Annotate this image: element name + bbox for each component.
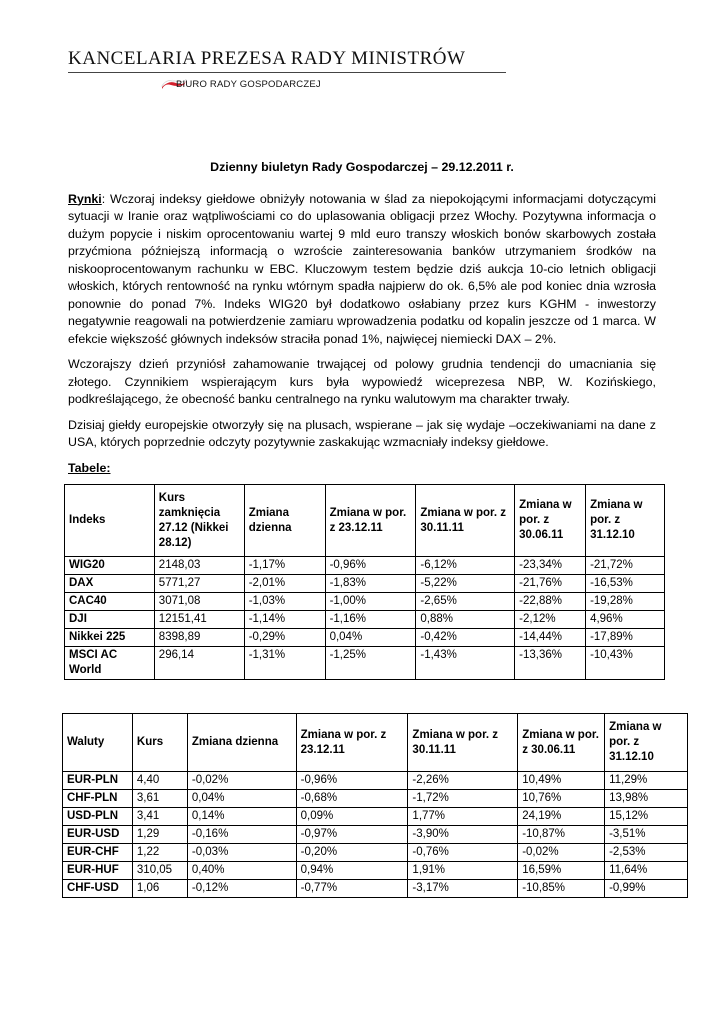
table-cell: -23,34%: [515, 557, 586, 575]
table-cell: -22,88%: [515, 593, 586, 611]
table-cell: -0,16%: [187, 826, 296, 844]
table-cell: 5771,27: [154, 575, 244, 593]
table-cell: -16,53%: [586, 575, 665, 593]
tables-label: Tabele:: [68, 460, 111, 475]
table-header-row: [65, 485, 665, 557]
table-cell: -1,16%: [325, 611, 416, 629]
table-cell: 8398,89: [154, 629, 244, 647]
table-cell: 3,61: [132, 790, 187, 808]
table-cell: -1,43%: [416, 647, 515, 680]
table-row: [65, 647, 665, 680]
table-row: [65, 611, 665, 629]
table-cell: -3,51%: [605, 826, 688, 844]
column-header: Waluty: [63, 714, 133, 772]
table-row: [65, 593, 665, 611]
table-cell: -3,90%: [408, 826, 518, 844]
table-header-row: [63, 714, 688, 772]
table-cell: -0,68%: [296, 790, 408, 808]
table-cell: 0,40%: [187, 862, 296, 880]
table-cell: -5,22%: [416, 575, 515, 593]
table-cell: -0,96%: [325, 557, 416, 575]
bulletin-body: [68, 155, 656, 487]
table-cell: -17,89%: [586, 629, 665, 647]
letterhead: [68, 48, 508, 90]
table-cell: -1,00%: [325, 593, 416, 611]
table-cell: -0,96%: [296, 772, 408, 790]
row-label: EUR-USD: [63, 826, 133, 844]
row-label: Nikkei 225: [65, 629, 155, 647]
table-cell: -21,76%: [515, 575, 586, 593]
table-cell: 4,96%: [586, 611, 665, 629]
table-row: [65, 557, 665, 575]
table-row: [65, 629, 665, 647]
paragraph-markets: [68, 191, 656, 349]
table-cell: -1,83%: [325, 575, 416, 593]
column-header: Kurs zamknięcia 27.12 (Nikkei 28.12): [154, 485, 244, 557]
currencies-table: [62, 713, 688, 898]
table-cell: 1,06: [132, 880, 187, 898]
table-cell: 11,29%: [605, 772, 688, 790]
table-cell: -1,31%: [244, 647, 325, 680]
table-row: [63, 808, 688, 826]
table-cell: -0,42%: [416, 629, 515, 647]
table-cell: 15,12%: [605, 808, 688, 826]
table-row: [63, 790, 688, 808]
paragraph-today: Dzisiaj giełdy europejskie otworzyły się na plusach, wspierane – jak się wydaje –oczekiwaniami na dane z USA, których poprzednie odczyty pozytywnie zaskakując wzmacniały indeksy giełdowe.: [68, 417, 656, 449]
column-header: Zmiana dzienna: [187, 714, 296, 772]
table-cell: -10,85%: [518, 880, 605, 898]
row-label: CHF-USD: [63, 880, 133, 898]
table-cell: -1,25%: [325, 647, 416, 680]
column-header: Kurs: [132, 714, 187, 772]
table-cell: 3,41: [132, 808, 187, 826]
table-cell: 310,05: [132, 862, 187, 880]
row-label: MSCI AC World: [65, 647, 155, 680]
table-row: [63, 844, 688, 862]
table-cell: -0,20%: [296, 844, 408, 862]
table-cell: 0,94%: [296, 862, 408, 880]
table-cell: 11,64%: [605, 862, 688, 880]
table-cell: 10,76%: [518, 790, 605, 808]
table-row: [63, 862, 688, 880]
row-label: WIG20: [65, 557, 155, 575]
table-cell: -21,72%: [586, 557, 665, 575]
page-title: Dzienny biuletyn Rady Gospodarczej – 29.12.2011 r.: [210, 160, 514, 174]
table-cell: 13,98%: [605, 790, 688, 808]
table-cell: 0,09%: [296, 808, 408, 826]
column-header: Zmiana w por. z 23.12.11: [296, 714, 408, 772]
table-cell: -0,76%: [408, 844, 518, 862]
paragraph-currency: Wczorajszy dzień przyniósł zahamowanie trwającej od polowy grudnia tendencji do umacniania się złotego. Czynnikiem wspierającym kurs była wypowiedź wiceprezesa NBP, W. Kozińskiego, podkreślającego, że obecność banku centralnego na rynku walutowym ma charakter trwały.: [68, 357, 656, 406]
table-cell: 10,49%: [518, 772, 605, 790]
column-header: Zmiana w por. z 31.12.10: [586, 485, 665, 557]
table-cell: 1,29: [132, 826, 187, 844]
table-cell: -0,02%: [518, 844, 605, 862]
organization-name: KANCELARIA PREZESA RADY MINISTRÓW: [68, 48, 466, 69]
table-cell: 16,59%: [518, 862, 605, 880]
table-row: [63, 880, 688, 898]
table-cell: -2,01%: [244, 575, 325, 593]
header-divider: [68, 72, 506, 73]
table-row: [63, 826, 688, 844]
table-cell: -10,43%: [586, 647, 665, 680]
table-cell: -1,72%: [408, 790, 518, 808]
table-cell: -0,12%: [187, 880, 296, 898]
table-cell: -0,77%: [296, 880, 408, 898]
row-label: EUR-PLN: [63, 772, 133, 790]
table-cell: -19,28%: [586, 593, 665, 611]
organization-subtitle: BIURO RADY GOSPODARCZEJ: [176, 79, 321, 90]
table-cell: -1,03%: [244, 593, 325, 611]
indices-table: [64, 484, 665, 680]
row-label: EUR-HUF: [63, 862, 133, 880]
table-cell: -2,53%: [605, 844, 688, 862]
column-header: Zmiana w por. z 30.11.11: [408, 714, 518, 772]
table-cell: 0,88%: [416, 611, 515, 629]
table-row: [63, 772, 688, 790]
table-cell: 1,91%: [408, 862, 518, 880]
row-label: CAC40: [65, 593, 155, 611]
column-header: Zmiana w por. z 30.06.11: [515, 485, 586, 557]
row-label: DAX: [65, 575, 155, 593]
row-label: EUR-CHF: [63, 844, 133, 862]
table-cell: 4,40: [132, 772, 187, 790]
table-cell: 1,77%: [408, 808, 518, 826]
table-cell: -0,03%: [187, 844, 296, 862]
column-header: Zmiana w por. z 23.12.11: [325, 485, 416, 557]
table-cell: -13,36%: [515, 647, 586, 680]
column-header: Zmiana w por. z 31.12.10: [605, 714, 688, 772]
column-header: Zmiana w por. z 30.06.11: [518, 714, 605, 772]
table-cell: -0,29%: [244, 629, 325, 647]
markets-text: : Wczoraj indeksy giełdowe obniżyły notowania w ślad za niepokojącymi informacjami dotyczącymi sytuacji w Iranie oraz wątpliwościami co do uplasowania obligacji przez Włochy. Pozytywna informacja o dużym popycie i niskim oprocentowaniu wartej 9 mld euro transzy włoskich bonów skarbowych została przyćmiona późniejszą informacją o wzroście zainteresowania banków utrzymaniem środków na niskooprocentowanym rachunku w EBC. Kluczowym testem będzie dziś aukcja 10-cio letnich obligacji włoskich, których rentowność na rynku wtórnym spadła najpierw do ok. 6,5% ale pod koniec dnia wzrosła ponownie do ponad 7%. Indeks WIG20 był dodatkowo osłabiany przez kurs KGHM - inwestorzy negatywnie reagowali na potwierdzenie zamiaru wprowadzenia podatku od kopalin jeszcze od 1 marca. W efekcie większość głównych indeksów straciła ponad 1%, najwięcej niemiecki DAX – 2%.: [68, 191, 656, 346]
table-cell: 0,14%: [187, 808, 296, 826]
table-cell: -2,65%: [416, 593, 515, 611]
row-label: USD-PLN: [63, 808, 133, 826]
table-cell: 3071,08: [154, 593, 244, 611]
table-row: [65, 575, 665, 593]
markets-label: Rynki: [68, 191, 102, 206]
table-cell: -2,26%: [408, 772, 518, 790]
table-cell: 24,19%: [518, 808, 605, 826]
table-cell: -2,12%: [515, 611, 586, 629]
table-cell: 2148,03: [154, 557, 244, 575]
table-cell: -6,12%: [416, 557, 515, 575]
table-cell: -1,17%: [244, 557, 325, 575]
table-cell: -3,17%: [408, 880, 518, 898]
table-cell: 0,04%: [325, 629, 416, 647]
table-cell: 296,14: [154, 647, 244, 680]
column-header: Indeks: [65, 485, 155, 557]
table-cell: -14,44%: [515, 629, 586, 647]
row-label: DJI: [65, 611, 155, 629]
table-cell: -0,02%: [187, 772, 296, 790]
column-header: Zmiana w por. z 30.11.11: [416, 485, 515, 557]
table-cell: -0,97%: [296, 826, 408, 844]
table-cell: -1,14%: [244, 611, 325, 629]
table-cell: -10,87%: [518, 826, 605, 844]
table-cell: -0,99%: [605, 880, 688, 898]
table-cell: 0,04%: [187, 790, 296, 808]
column-header: Zmiana dzienna: [244, 485, 325, 557]
table-cell: 12151,41: [154, 611, 244, 629]
table-cell: 1,22: [132, 844, 187, 862]
row-label: CHF-PLN: [63, 790, 133, 808]
